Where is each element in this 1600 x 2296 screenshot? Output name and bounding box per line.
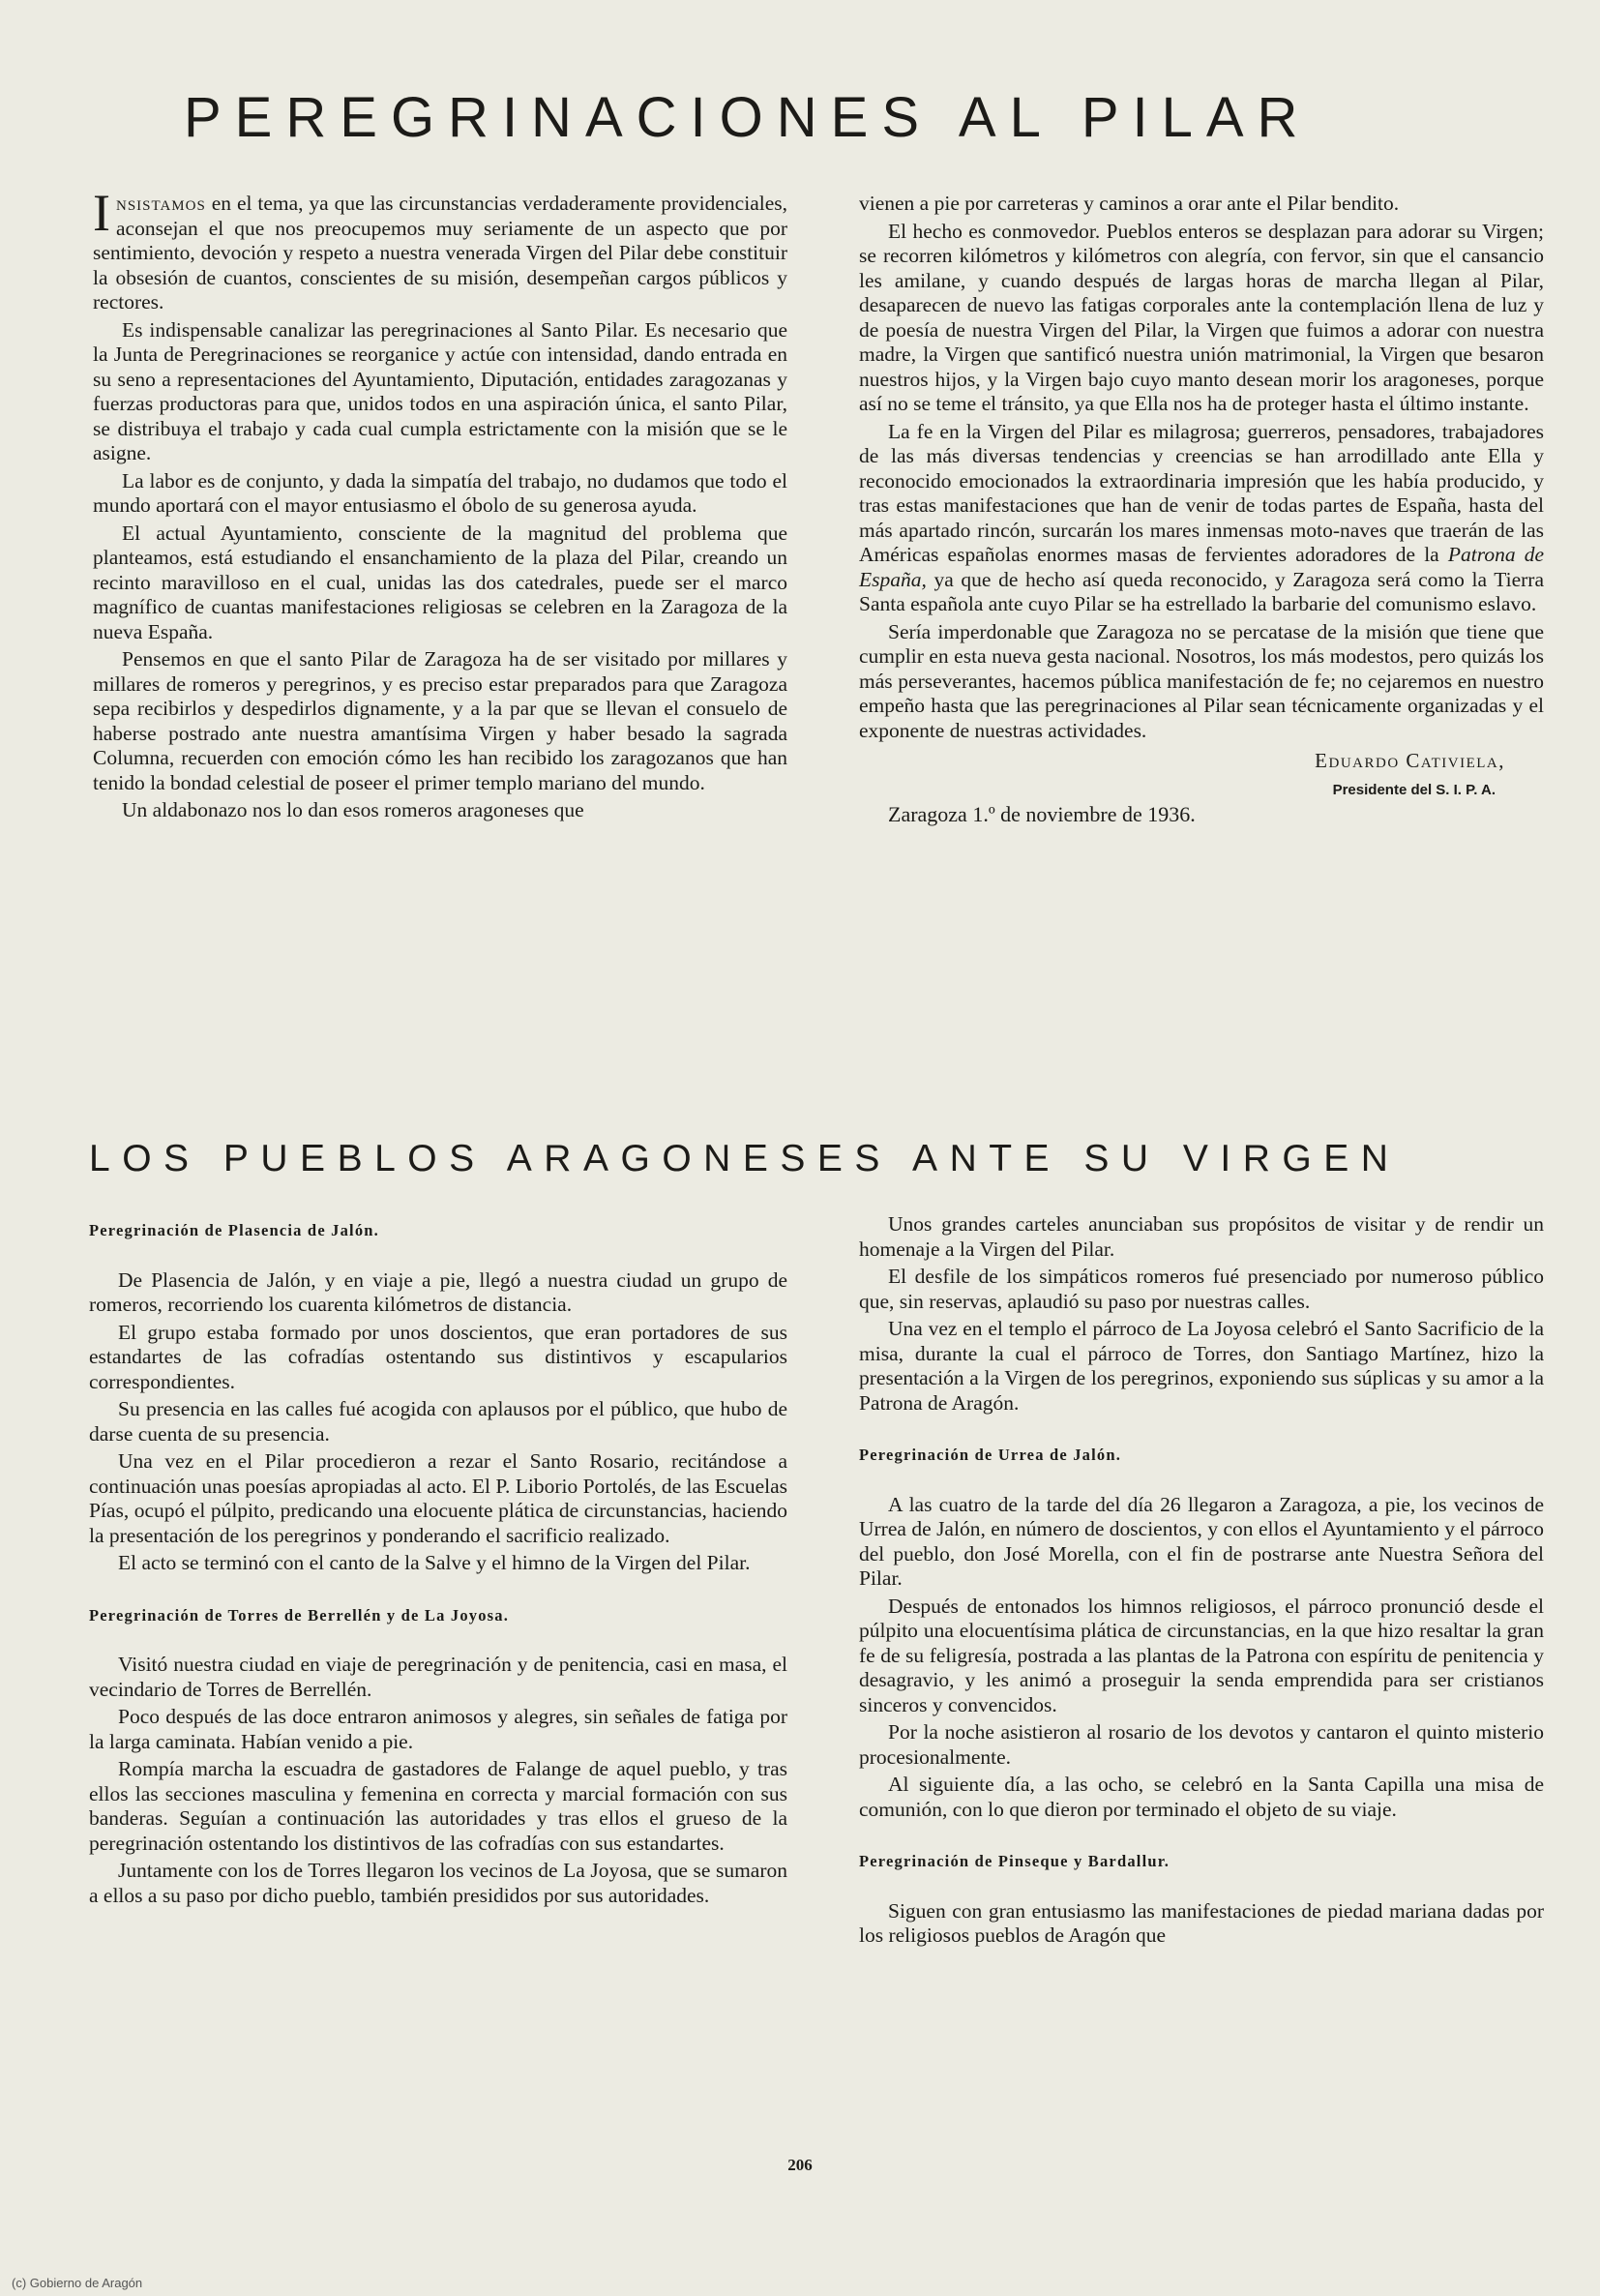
article1-paragraph: Insistamos en el tema, ya que las circunstancias verdaderamente providenciales, aconsejan el que nos preocupemos muy seriamente de un aspecto que por sentimiento, devoción y respeto a nuestra venerada Virgen del Pilar debe constituir la obsesión de cuantos, conscientes de su misión, desempeñan cargos públicos y rectores. (93, 184, 788, 313)
article2-paragraph: De Plasencia de Jalón, y en viaje a pie, llegó a nuestra ciudad un grupo de romeros, recorriendo los cuarenta kilómetros de distancia. (89, 1267, 787, 1316)
article2-paragraph: A las cuatro de la tarde del día 26 llegaron a Zaragoza, a pie, los vecinos de Urrea de Jalón, en número de doscientos, y con ellos el Ayuntamiento y el párroco del pueblo, don José Morella, con el fin de postrarse ante Nuestra Señora del Pilar. (859, 1492, 1544, 1590)
article1-paragraph: El actual Ayuntamiento, consciente de la magnitud del problema que planteamos, está estudiando el ensanchamiento de la plaza del Pilar, creando un recinto maravilloso en el cual, unidas las dos catedrales, puede ser el marco magnífico de cuantas manifestaciones religiosas se celebren en la Zaragoza de la nueva España. (93, 521, 787, 643)
article1-paragraph: vienen a pie por carreteras y caminos a orar ante el Pilar bendito. (859, 192, 1400, 215)
page-title: PEREGRINACIONES AL PILAR (184, 86, 1312, 149)
article2-paragraph: Rompía marcha la escuadra de gastadores de Falange de aquel pueblo, y tras ellos las secciones masculina y femenina en correcta y marcial formación con sus banderas. Seguían a continuación las autoridades y tras ellos el grueso de la peregrinación ostentando los distintivos de las cofradías con sus estandartes. (89, 1757, 787, 1855)
article2-paragraph: El grupo estaba formado por unos doscientos, que eran portadores de sus estandartes de las cofradías ostentando sus distintivos y escapularios correspondientes. (89, 1320, 787, 1393)
dateline: Zaragoza 1.º de noviembre de 1936. (888, 802, 1196, 826)
page-number: 206 (787, 2156, 813, 2174)
article1-left-column (93, 184, 788, 826)
article2-paragraph: El desfile de los simpáticos romeros fué presenciado por numeroso público que, sin reservas, aplaudió su paso por nuestras calles. (859, 1265, 1544, 1313)
article1-paragraph: La fe en la Virgen del Pilar es milagrosa; guerreros, pensadores, trabajadores de las más diversas tendencias y creencias se han arrodillado ante Ella y reconocido emocionados la extraordinaria impresión que les había producido, y tras estas manifestaciones que han de venir de todas partes de España, hasta del más apartado rincón, surcarán los mares inmensas moto-naves que traerán de las Américas españolas enormes masas de fervientes adoradores de la Patrona de España, ya que de hecho así queda reconocido, y Zaragoza será como la Tierra Santa española ante cuyo Pilar se ha estrellado la barbarie del comunismo eslavo. (859, 419, 1545, 615)
article2-paragraph: El acto se terminó con el canto de la Salve y el himno de la Virgen del Pilar. (118, 1551, 751, 1574)
article2-paragraph: Por la noche asistieron al rosario de los devotos y cantaron el quinto misterio procesionalmente. (859, 1720, 1544, 1769)
signature (859, 749, 1505, 802)
drop-cap: I (93, 184, 110, 242)
copyright-notice: (c) Gobierno de Aragón (12, 2276, 143, 2290)
article2-paragraph: Después de entonados los himnos religiosos, el párroco pronunció desde el púlpito una elocuentísima plática de circunstancias, en la que hizo resaltar la gran fe de su feligresía, postrada a las plantas de la Patrona con espíritu de penitencia y desagravio, y les animó a proseguir la senda emprendida para ser cristianos sinceros y convencidos. (859, 1594, 1544, 1716)
article2-paragraph: Siguen con gran entusiasmo las manifestaciones de piedad mariana dadas por los religiosos pueblos de Aragón que (859, 1898, 1544, 1947)
article2-left-column (89, 1212, 787, 1911)
article2-right-column (859, 1212, 1544, 1952)
article2-paragraph: Una vez en el Pilar procedieron a rezar el Santo Rosario, recitándose a continuación unas poesías apropiadas al acto. El P. Liborio Portolés, de las Escuelas Pías, ocupó el púlpito, predicando una elocuente plática de circunstancias, haciendo la presentación de los peregrinos y ponderando el sacrificio realizado. (89, 1449, 787, 1547)
subheading: Peregrinación de Torres de Berrellén y de La Joyosa. (89, 1605, 510, 1625)
article2-paragraph: Visitó nuestra ciudad en viaje de peregrinación y de penitencia, casi en masa, el vecindario de Torres de Berrellén. (89, 1653, 787, 1701)
section-title: LOS PUEBLOS ARAGONESES ANTE SU VIRGEN (89, 1138, 1401, 1179)
signature-role: Presidente del S. I. P. A. (1332, 781, 1496, 798)
article2-paragraph: Unos grandes carteles anunciaban sus propósitos de visitar y de rendir un homenaje a la Virgen del Pilar. (859, 1212, 1544, 1261)
italic-phrase: Patrona de España, (859, 543, 1545, 591)
subheading: Peregrinación de Plasencia de Jalón. (89, 1221, 379, 1239)
signature-name: Eduardo Cativiela, (1315, 749, 1505, 772)
article2-paragraph: Una vez en el templo el párroco de La Joyosa celebró el Santo Sacrificio de la misa, durante la cual el párroco de Torres, don Santiago Martínez, hizo la presentación a la Virgen de los peregrinos, exponiendo sus súplicas y su amor a la Patrona de Aragón. (859, 1317, 1544, 1415)
article2-paragraph: Su presencia en las calles fué acogida con aplausos por el público, que hubo de darse cuenta de su presencia. (89, 1397, 787, 1446)
article1-paragraph: La labor es de conjunto, y dada la simpatía del trabajo, no dudamos que todo el mundo aportará con el mayor entusiasmo el óbolo de su generosa ayuda. (93, 468, 787, 517)
article1-paragraph: Un aldabonazo nos lo dan esos romeros aragoneses que (122, 798, 584, 821)
article2-paragraph: Juntamente con los de Torres llegaron los vecinos de La Joyosa, que se sumaron a ellos a su paso por dicho pueblo, también presididos por sus autoridades. (89, 1859, 787, 1907)
subheading: Peregrinación de Urrea de Jalón. (859, 1446, 1122, 1464)
lead-word: nsistamos (115, 192, 206, 215)
article1-paragraph: Es indispensable canalizar las peregrinaciones al Santo Pilar. Es necesario que la Junta de Peregrinaciones se reorganice y actúe con intensidad, dando entrada en su seno a representaciones del Ayuntamiento, Diputación, entidades zaragozanas y fuerzas productoras para que, unidos todos en una aspiración única, el santo Pilar, se distribuya el trabajo y cada cual cumpla estrictamente con la misión que se le asigne. (93, 317, 787, 464)
article1-paragraph: Pensemos en que el santo Pilar de Zaragoza ha de ser visitado por millares y millares de romeros y peregrinos, y es preciso estar preparados para que Zaragoza sepa recibirlos y despedirlos dignamente, y a la par que se llevan el consuelo de haberse postrado ante nuestra amantísima Virgen y haber besado la sagrada Columna, recuerden con emoción cómo les han recibido los zaragozanos que han tenido la bondad celestial de poseer el primer templo mariano del mundo. (93, 647, 787, 794)
article1-paragraph: El hecho es conmovedor. Pueblos enteros se desplazan para adorar su Virgen; se recorren kilómetros y kilómetros con alegría, con fervor, sin que el cansancio les amilane, y cuando después de largas horas de marcha llegan al Pilar, desaparecen de nuevo las fatigas corporales ante la contemplación llena de luz y de poesía de nuestra Virgen del Pilar, la Virgen que fuimos a adorar con nuestra madre, la Virgen que santificó nuestra unión matrimonial, la Virgen que besaron nuestros hijos, y la Virgen bajo cuyo manto desean morir los aragoneses, porque así no se teme el tránsito, ya que Ella nos ha de proteger hasta el último instante. (859, 219, 1544, 415)
article1-paragraph: Sería imperdonable que Zaragoza no se percatase de la misión que tiene que cumplir en esta nueva gesta nacional. Nosotros, los más modestos, pero quizás los más perseverantes, hacemos pública manifestación de fe; no cejaremos en nuestro empeño hasta que las peregrinaciones al Pilar sean técnicamente organizadas y el exponente de nuestras actividades. (859, 619, 1544, 742)
subheading: Peregrinación de Pinseque y Bardallur. (859, 1852, 1170, 1870)
article2-paragraph: Al siguiente día, a las ocho, se celebró en la Santa Capilla una misa de comunión, con lo que dieron por terminado el objeto de su viaje. (859, 1773, 1544, 1821)
article2-paragraph: Poco después de las doce entraron animosos y alegres, sin señales de fatiga por la larga caminata. Habían venido a pie. (89, 1705, 787, 1753)
article1-right-column (859, 192, 1544, 830)
